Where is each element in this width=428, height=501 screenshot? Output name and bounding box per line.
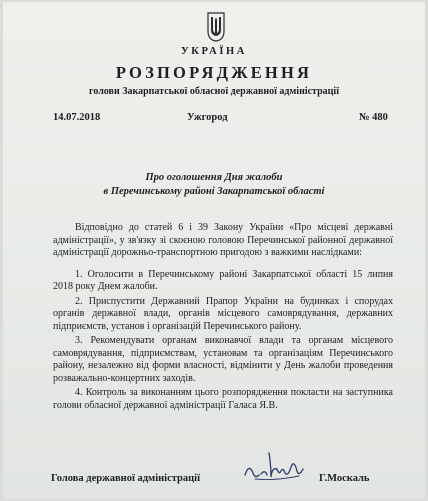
order-item-2: 2. Приспустити Державний Прапор України на будинках і спорудах органів державної влади, органів місцевого самоврядування, державних підприємств, установ і організацій Перечинського району. [53, 295, 393, 332]
country-name: УКРАЇНА [180, 46, 247, 57]
document-date: 14.07.2018 [53, 112, 101, 123]
document-city: Ужгород [187, 112, 228, 123]
document-title: РОЗПОРЯДЖЕННЯ [115, 63, 313, 82]
subject-line-1: Про оголошення Дня жалоби [145, 172, 283, 183]
order-item-1: 1. Оголосити в Перечинському районі Закарпатської області 15 липня 2018 року Днем жалоби. [53, 268, 393, 292]
document-page [3, 2, 425, 499]
preamble-paragraph: Відповідно до статей 6 і 39 Закону України «Про місцеві державні адміністрації», у зв'язку зі скоєною головою Перечинської районної державної адміністрації дорожньо-транспортною пригодою з важкими наслідками: [53, 222, 393, 258]
subject-line-2: в Перечинському районі Закарпатської області [103, 186, 325, 197]
tryzub-icon [206, 12, 226, 42]
issuing-authority: голови Закарпатської обласної державної адміністрації [89, 86, 339, 97]
order-item-4: 4. Контроль за виконанням цього розпорядження покласти на заступника голови обласної державної адміністрації Галаса Я.В. [53, 387, 393, 411]
signatory-position: Голова державної адміністрації [51, 473, 200, 484]
signatory-name: Г.Москаль [319, 473, 370, 484]
document-number: № 480 [359, 112, 388, 123]
handwritten-signature [241, 445, 305, 485]
order-item-3: 3. Рекомендувати органам виконавчої влади та органам місцевого самоврядування, підприємствам, установам та організаціям Перечинського району, незалежно від форми власності, відмінити у День жалоби проведення розважально-концертних заходів. [53, 335, 393, 384]
document-body [53, 222, 393, 412]
